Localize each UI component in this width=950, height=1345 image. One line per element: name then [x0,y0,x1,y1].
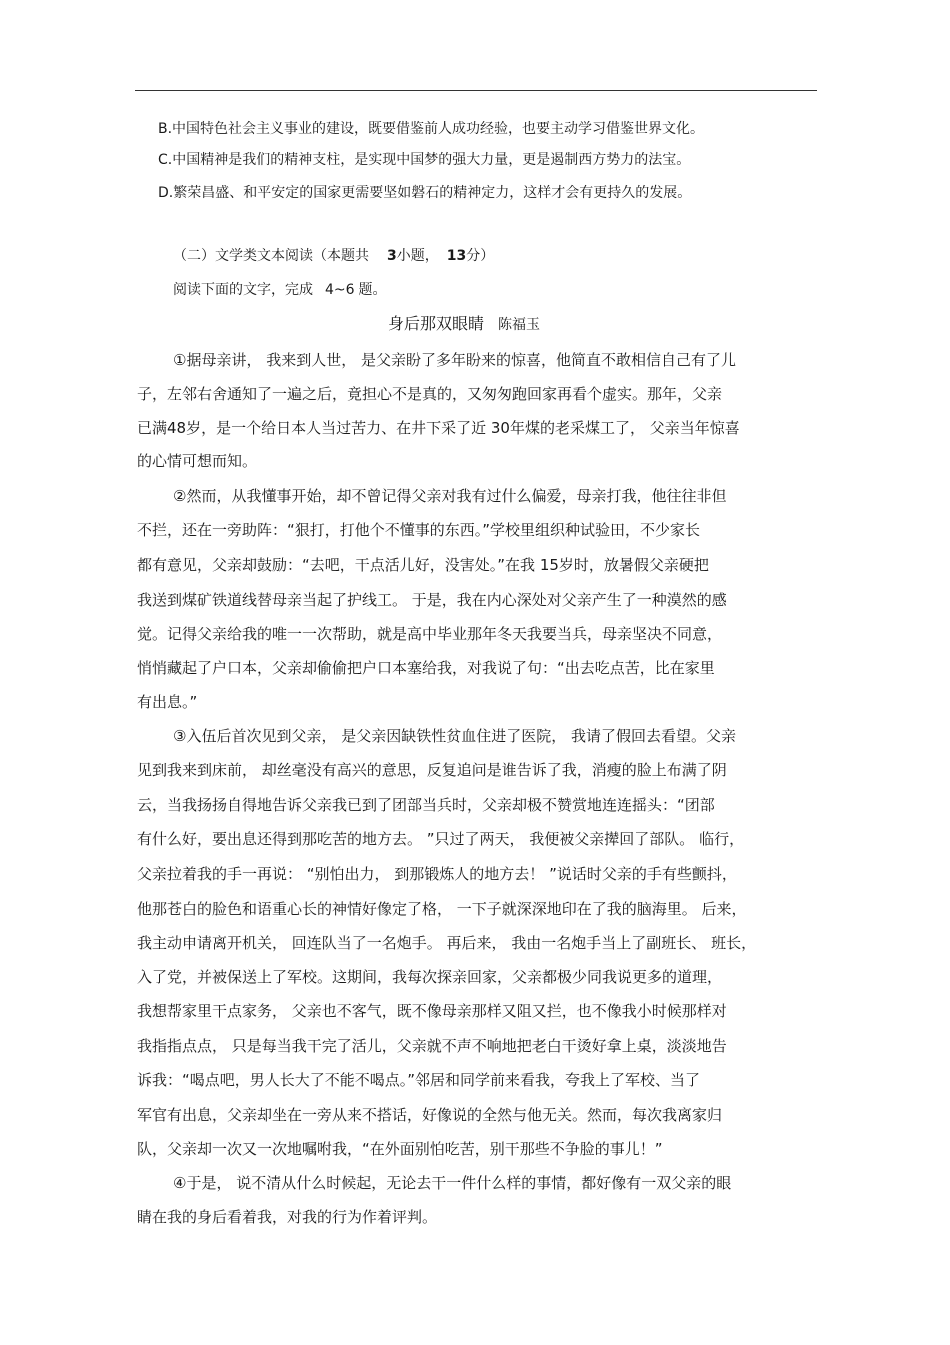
section-heading-suffix: 分） [466,248,495,264]
article-line: 子，左邻右舍通知了一遍之后，竟担心不是真的，又匆匆跑回家再看个虚实。那年，父亲 [137,385,723,403]
reading-instruction [173,280,387,300]
instruction-suffix: 题。 [358,282,387,298]
article-line: 有什么好，要出息还得到那吃苦的地方去。 ”只过了两天， 我便被父亲撵回了部队。 临行， [137,830,745,848]
article-line: 已满48岁，是一个给日本人当过苦力、在井下采了近 30年煤的老采煤工了， 父亲当年惊喜 [137,419,740,437]
option-b: B.中国特色社会主义事业的建设，既要借鉴前人成功经验，也要主动学习借鉴世界文化。 [158,121,705,137]
article-line: 睛在我的身后看着我，对我的行为作着评判。 [137,1208,438,1226]
instruction-prefix: 阅读下面的文字，完成 [173,282,313,298]
article-line: 都有意见，父亲却鼓励：“去吧，干点活儿好，没害处。”在我 15岁时，放暑假父亲硬把 [137,556,709,574]
article-line: 悄悄藏起了户口本，父亲却偷偷把户口本塞给我，对我说了句：“出去吃点苦，比在家里 [137,659,715,677]
article-line: 我想帮家里干点家务， 父亲也不客气，既不像母亲那样又阻又拦，也不像我小时候那样对 [137,1002,727,1020]
section-heading-mid: 小题， [396,248,439,264]
article-line: 军官有出息，父亲却坐在一旁从来不搭话，好像说的全然与他无关。然而，每次我离家归 [137,1106,723,1124]
article-line: ①据母亲讲， 我来到人世， 是父亲盼了多年盼来的惊喜，他简直不敢相信自己有了儿 [173,351,736,369]
question-count: 3 [387,248,397,264]
article-line: 我主动申请离开机关， 回连队当了一名炮手。 再后来， 我由一名炮手当上了副班长、 班长， [137,934,757,952]
article-title: 身后那双眼睛 [388,314,485,333]
article-line: 的心情可想而知。 [137,452,258,470]
article-line: 见到我来到床前， 却丝毫没有高兴的意思，反复追问是谁告诉了我，消瘦的脸上布满了阴 [137,761,727,779]
article-line: 我指指点点， 只是每当我干完了活儿，父亲就不声不响地把老白干烫好拿上桌，淡淡地告 [137,1037,727,1055]
option-d: D.繁荣昌盛、和平安定的国家更需要坚如磐石的精神定力，这样才会有更持久的发展。 [158,185,692,201]
header-rule [135,90,817,91]
article-line: 队，父亲却一次又一次地嘱咐我，“在外面别怕吃苦，别干那些不争脸的事儿！” [137,1140,663,1158]
section-heading-prefix: （二）文学类文本阅读（本题共 [173,248,369,264]
article-line: 入了党，并被保送上了军校。这期间，我每次探亲回家，父亲都极少同我说更多的道理， [137,968,723,986]
article-line: 觉。记得父亲给我的唯一一次帮助，就是高中毕业那年冬天我要当兵，母亲坚决不同意， [137,625,723,643]
section-score: 13 [446,248,467,264]
article-heading [388,314,540,335]
article-line: 诉我：“喝点吧，男人长大了不能不喝点。”邻居和同学前来看我，夸我上了军校、当了 [137,1071,701,1089]
article-line: ③入伍后首次见到父亲， 是父亲因缺铁性贫血住进了医院， 我请了假回去看望。父亲 [173,727,736,745]
section-heading [173,246,494,266]
article-line: ②然而，从我懂事开始，却不曾记得父亲对我有过什么偏爱，母亲打我，他往往非但 [173,487,727,505]
option-c: C.中国精神是我们的精神支柱，是实现中国梦的强大力量，更是遏制西方势力的法宝。 [158,152,691,168]
article-line: 父亲拉着我的手一再说： “别怕出力， 到那锻炼人的地方去！ ”说话时父亲的手有些颤抖， [137,865,737,883]
article-author: 陈福玉 [498,317,541,333]
article-line: 有出息。” [137,693,198,711]
article-line: ④于是， 说不清从什么时候起，无论去干一件什么样的事情，都好像有一双父亲的眼 [173,1174,732,1192]
article-line: 我送到煤矿铁道线替母亲当起了护线工。 于是，我在内心深处对父亲产生了一种漠然的感 [137,591,727,609]
instruction-range: 4~6 [325,282,355,298]
article-line: 云，当我扬扬自得地告诉父亲我已到了团部当兵时，父亲却极不赞赏地连连摇头：“团部 [137,796,715,814]
article-line: 不拦，还在一旁助阵：“狠打，打他个不懂事的东西。”学校里组织种试验田，不少家长 [137,521,701,539]
article-line: 他那苍白的脸色和语重心长的神情好像定了格， 一下子就深深地印在了我的脑海里。 后来， [137,900,747,918]
